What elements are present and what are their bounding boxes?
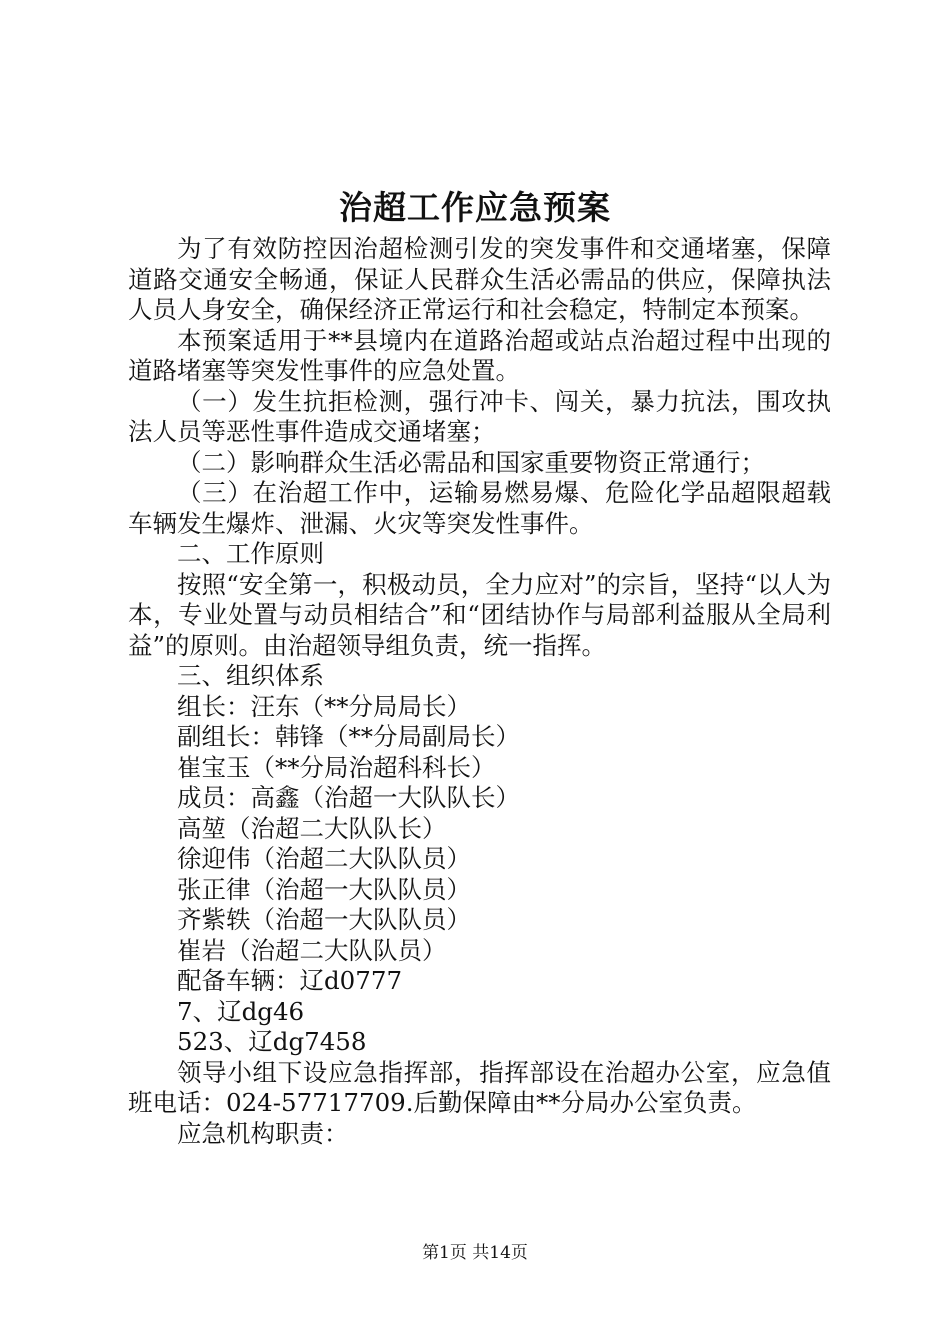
paragraph-scope: 本预案适用于**县境内在道路治超或站点治超过程中出现的道路堵塞等突发性事件的应急处置。 <box>128 325 831 385</box>
member-line: 副组长：韩锋（**分局副局长） <box>177 722 520 751</box>
member-line: 齐紫轶（治超一大队队员） <box>177 905 471 934</box>
member-line: 崔宝玉（**分局治超科科长） <box>177 752 496 782</box>
document-title: 治超工作应急预案 <box>339 188 611 227</box>
document-body <box>128 234 831 1149</box>
vehicle-line: 7、辽dg46 <box>177 996 305 1026</box>
member-line: 组长：汪东（**分局局长） <box>177 691 471 721</box>
vehicle-line: 配备车辆：辽d0777 <box>177 966 403 995</box>
paragraph-principles: 按照“安全第一，积极动员，全力应对”的宗旨，坚持“以人为本，专业处置与动员相结合”和“团结协作与局部利益服从全局利益”的原则。由治超领导组负责，统一指挥。 <box>128 569 831 660</box>
paragraph-case-2: （二）影响群众生活必需品和国家重要物资正常通行； <box>177 447 765 477</box>
section-heading-principles: 二、工作原则 <box>177 539 324 568</box>
member-line: 成员：高鑫（治超一大队队长） <box>177 783 520 812</box>
section-heading-organization: 三、组织体系 <box>177 661 324 690</box>
vehicle-line: 523、辽dg7458 <box>177 1027 367 1056</box>
page-footer: 第1页 共14页 <box>422 1243 528 1263</box>
member-line: 崔岩（治超二大队队员） <box>177 935 447 965</box>
paragraph-case-3: （三）在治超工作中，运输易燃易爆、危险化学品超限超载车辆发生爆炸、泄漏、火灾等突发性事件。 <box>128 478 831 538</box>
paragraph-case-1: （一）发生抗拒检测，强行冲卡、闯关，暴力抗法，围攻执法人员等恶性事件造成交通堵塞； <box>128 386 831 446</box>
member-line: 高堃（治超二大队队长） <box>177 813 447 843</box>
member-line: 徐迎伟（治超二大队队员） <box>177 844 471 873</box>
member-line: 张正律（治超一大队队员） <box>177 874 471 904</box>
paragraph-intro: 为了有效防控因治超检测引发的突发事件和交通堵塞，保障道路交通安全畅通，保证人民群众生活必需品的供应，保障执法人员人身安全，确保经济正常运行和社会稳定，特制定本预案。 <box>128 234 831 324</box>
paragraph-command: 领导小组下设应急指挥部，指挥部设在治超办公室，应急值班电话：024-57717709.后勤保障由**分局办公室负责。 <box>128 1057 831 1117</box>
paragraph-duties-heading: 应急机构职责： <box>177 1118 349 1148</box>
